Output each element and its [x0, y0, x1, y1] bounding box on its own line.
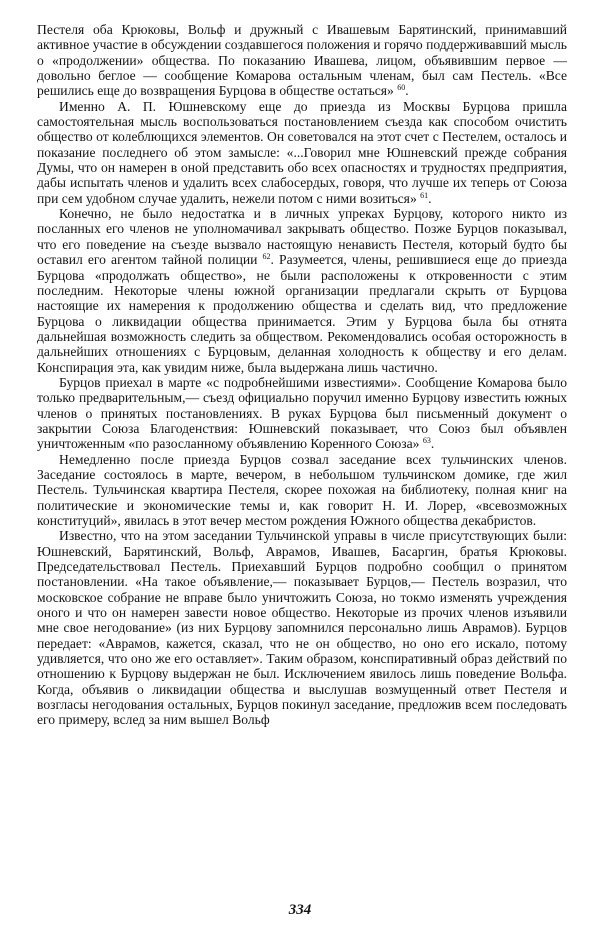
- paragraph: [37, 99, 567, 206]
- paragraph-tail: . Разумеется, члены, решившиеся еще до приезда Бурцова «продолжать общество», не были расположены к откровенности с этим последним. Некоторые члены южной организации предлагали скрыть от Бурцова настоящие их намерения к продолжению общества и сделать вид, что предложение Бурцова о ликвидации общества принимается. Этим у Бурцова была бы отнята дальнейшая возможность следить за обществом. Рекомендовались особая осторожность в дальнейших отношениях с Бурцовым, деланная холодность к обществу и его делам. Конспирация эта, как увидим ниже, была выдержана лишь частично.: [37, 252, 568, 375]
- paragraph-text: Конечно, не было недостатка и в личных упреках Бурцову, которого никто из посланных его членов не уполномачивал закрывать общество. Позже Бурцов показывал, что его поведение на съезде вызвало настоящую ненависть Пестеля, который будто бы оставил его агентом тайной полиции: [37, 206, 567, 268]
- footnote-ref: 62: [262, 252, 271, 262]
- paragraph-text: Именно А. П. Юшневскому еще до приезда из Москвы Бурцова пришла самостоятельная мысль воспользоваться постановлением съезда как способом очистить общество от колеблющихся элементов. Он советовался на этот счет с Пестелем, осталось и показание последнего об этом замысле: «...Говорил мне Юшневский прежде собрания Думы, что он намерен в оной представить обо всех опасностях и трудностях предприятия, дабы испытать членов и удалить всех слабосердых, говоря, что лучше их теперь от Союза при сем удобном случае удалить, нежели потом с ними возиться»: [37, 98, 567, 206]
- page-number: 334: [288, 902, 312, 918]
- paragraph-tail: .: [428, 190, 432, 206]
- paragraph: [37, 206, 567, 375]
- paragraph-text: Пестеля оба Крюковы, Вольф и дружный с Ивашевым Барятинский, принимавший активное участие в обсуждении создавшегося положения и горячо поддерживавший мысль о «продолжении» общества. По показанию Ивашева, лицом, объявившим первое — довольно беглое — сообщение Комарова остальным членам, был сам Пестель. «Все решились еще до возвращения Бурцова в обществе остаться»: [37, 22, 567, 99]
- paragraph-tail: .: [430, 436, 435, 452]
- footnote-ref: 61: [420, 190, 429, 200]
- paragraph: [37, 452, 567, 529]
- footnote-ref: 60: [397, 83, 406, 93]
- paragraph: [37, 375, 567, 452]
- paragraph: [37, 22, 567, 99]
- paragraph-text: Немедленно после приезда Бурцов созвал заседание всех тульчинских членов. Заседание состоялось в марте, вечером, в небольшом тульчинском домике, где жил Пестель. Тульчинская квартира Пестеля, скорее похожая на библиотеку, полная книг на политические и экономические темы и, как говорит Н. И. Лорер, «всевозможных конституций», явилась в этот вечер местом рождения Южного общества декабристов.: [37, 451, 567, 528]
- paragraph-tail: .: [405, 83, 409, 99]
- paragraph-text: Известно, что на этом заседании Тульчинской управы в числе присутствующих были: Юшневский, Барятинский, Вольф, Аврамов, Ивашев, Басаргин, братья Крюковы. Председательствовал Пестель. Приехавший Бурцов подробно сообщил о принятом постановлении. «На такое объявление,— показывает Бурцов,— Пестель возразил, что московское собрание не вправе было уничтожить Союза, но токмо изменять учреждения оного и что он намерен завести новое общество. Некоторые из прочих членов изъявили мне свое негодование» (из них Бурцову запомнился персонально лишь Аврамов). Бурцов передает: «Аврамов, кажется, сказал, что не он общество, но оно его искало, потому удивляется, что оно же его оставляет». Таким образом, конспиративный образ действий по отношению к Бурцову выдержан не был. Исключением явилось лишь поведение Вольфа. Когда, объявив о ликвидации общества и выслушав возмущенный ответ Пестеля и возгласы негодования остальных, Бурцов покинул заседание, предложив всем последовать его примеру, вслед за ним вышел Вольф: [37, 528, 567, 728]
- footnote-ref: 63: [422, 436, 431, 446]
- paragraph: [37, 528, 567, 727]
- paragraph-text: Бурцов приехал в марте «с подробнейшими известиями». Сообщение Комарова было только предварительным,— съезд официально поручил именно Бурцову известить южных членов о принятых постановлениях. В руках Бурцова был письменный документ о закрытии Союза Благоденствия: Юшневский показывает, что Союз был объявлен уничтоженным «по разосланному объявлению Коренного Союза»: [37, 374, 567, 452]
- body-text: [37, 22, 567, 728]
